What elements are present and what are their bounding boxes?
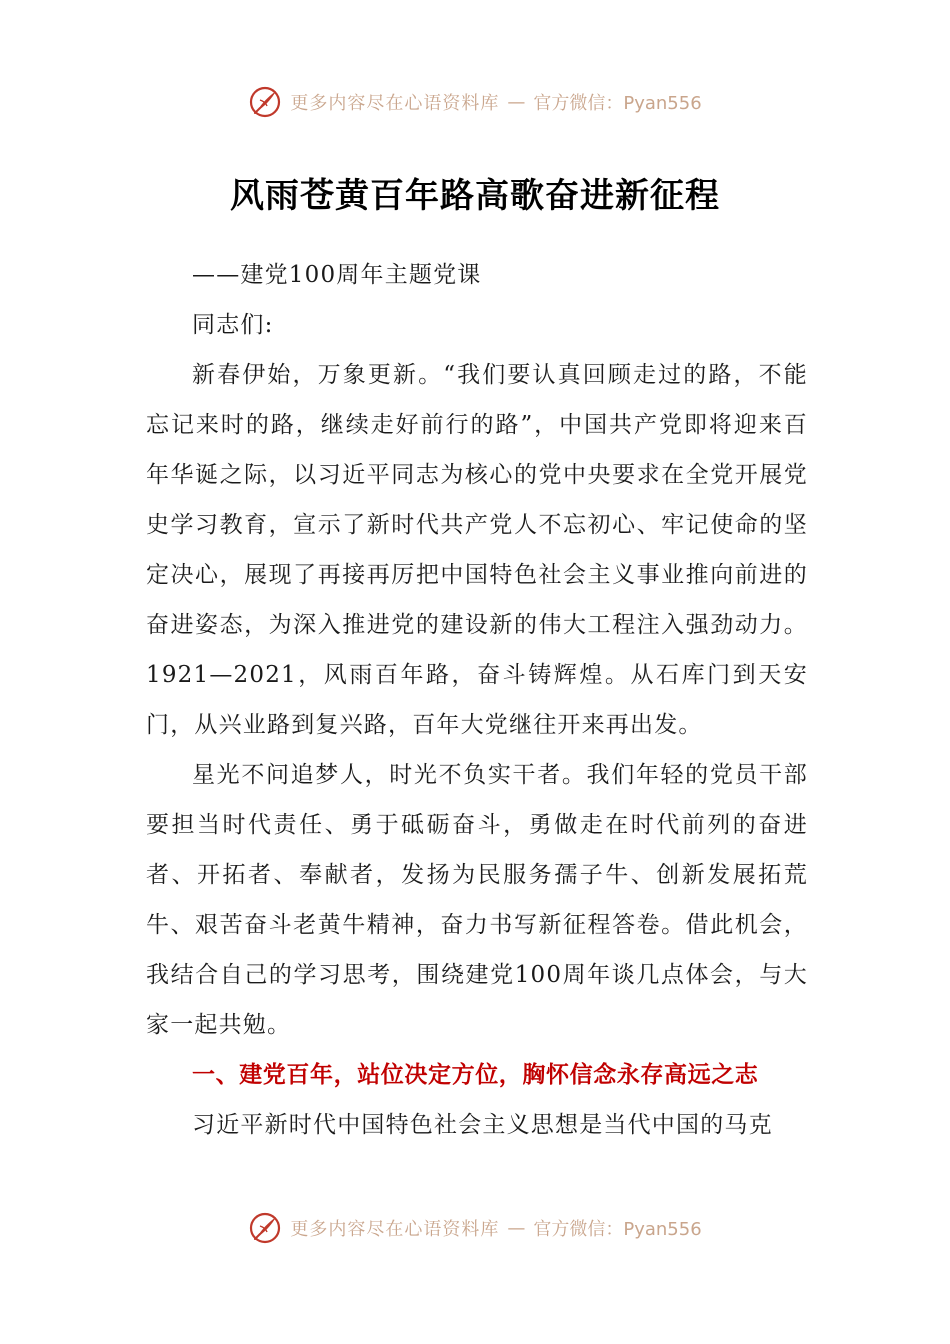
greeting: 同志们: <box>192 312 274 338</box>
banner-separator: — <box>507 91 526 113</box>
footer-banner <box>0 1208 950 1248</box>
paragraph-intro: 新春伊始，万象更新。“我们要认真回顾走过的路，不能忘记来时的路，继续走好前行的路”，中国共产党即将迎来百年华诞之际，以习近平同志为核心的党中央要求在全党开展党史学习教育，宣示了新时代共产党人不忘初心、牢记使命的坚定决心，展现了再接再厉把中国特色社会主义事业推向前进的奋进姿态，为深入推进党的建设新的伟大工程注入强劲动力。1921—2021，风雨百年路，奋斗铸辉煌。从石库门到天安门，从兴业路到复兴路，百年大党继往开来再出发。 <box>146 362 808 738</box>
banner-contact-text: 官方微信：Pyan556 <box>533 1219 702 1240</box>
document-title: 风雨苍黄百年路高歌奋进新征程 <box>230 176 720 216</box>
document-subtitle: ——建党100周年主题党课 <box>192 262 482 288</box>
banner-brand-text: 更多内容尽在心语资料库 <box>290 93 500 114</box>
paragraph-youth: 星光不问追梦人，时光不负实干者。我们年轻的党员干部要担当时代责任、勇于砥砺奋斗，勇做走在时代前列的奋进者、开拓者、奉献者，发扬为民服务孺子牛、创新发展拓荒牛、艰苦奋斗老黄牛精神，奋力书写新征程答卷。借此机会，我结合自己的学习思考，围绕建党100周年谈几点体会，与大家一起共勉。 <box>146 762 808 1038</box>
section-heading-1: 一、建党百年，站位决定方位，胸怀信念永存高远之志 <box>192 1062 759 1088</box>
quill-logo-icon <box>248 85 282 119</box>
banner-separator: — <box>507 1217 526 1239</box>
quill-logo-icon <box>248 1211 282 1245</box>
paragraph-continuation: 习近平新时代中国特色社会主义思想是当代中国的马克 <box>192 1112 773 1138</box>
banner-brand-text: 更多内容尽在心语资料库 <box>290 1219 500 1240</box>
header-banner <box>0 82 950 122</box>
banner-contact-text: 官方微信：Pyan556 <box>533 93 702 114</box>
document-body <box>146 250 808 1150</box>
